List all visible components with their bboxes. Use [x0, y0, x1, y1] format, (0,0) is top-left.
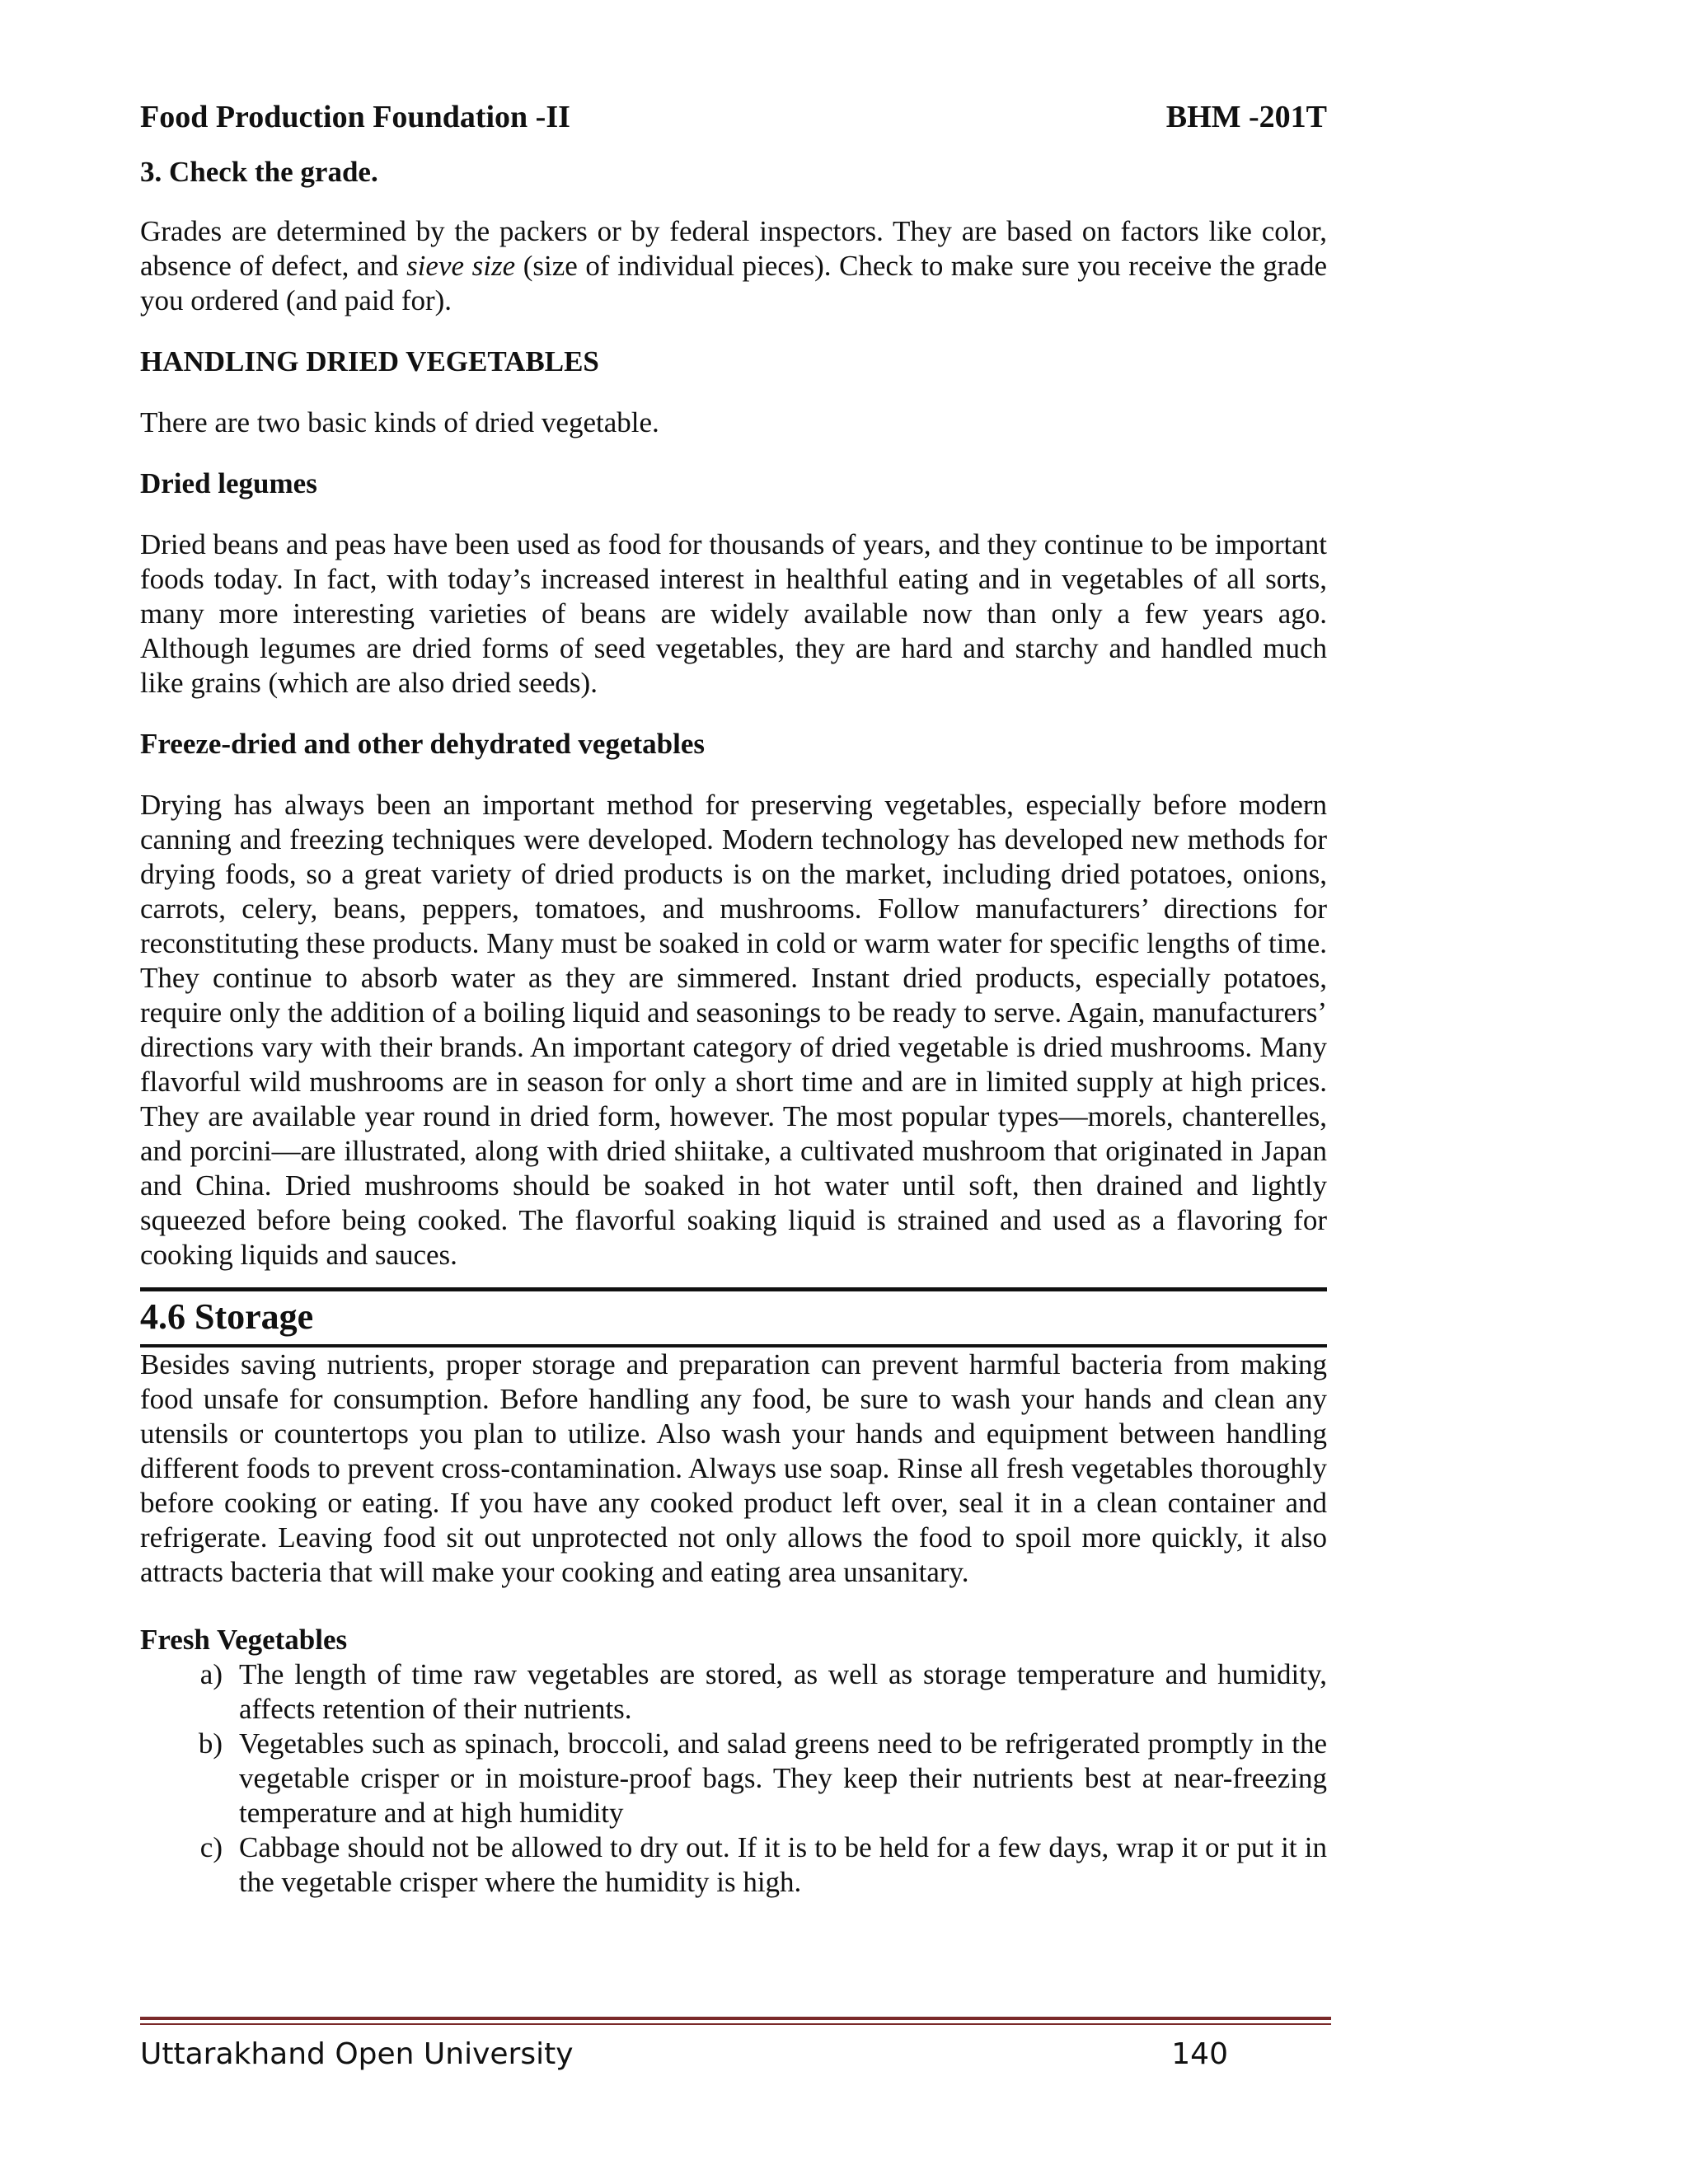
- fresh-vegetables-heading: Fresh Vegetables: [140, 1624, 348, 1656]
- university-name: Uttarakhand Open University: [140, 2037, 574, 2071]
- list-item-marker: b): [198, 1727, 223, 1760]
- storage-section-heading: 4.6 Storage: [140, 1287, 1327, 1347]
- footer-divider: [140, 2017, 1331, 2020]
- course-code: BHM -201T: [1165, 100, 1327, 134]
- fresh-vegetables-list: [140, 1657, 1327, 1900]
- freeze-dried-heading: Freeze-dried and other dehydrated vegetables: [140, 728, 705, 760]
- list-item-text: Vegetables such as spinach, broccoli, and salad greens need to be refrigerated promptly in the vegetable crisper or in moisture-proof bags. They keep their nutrients best at near-freezing temperature and at high humidity: [239, 1727, 1327, 1829]
- dried-vegetables-intro: There are two basic kinds of dried vegetable.: [140, 406, 659, 438]
- page-header: [140, 97, 1327, 137]
- list-item: [140, 1830, 1327, 1900]
- list-item-marker: a): [199, 1658, 223, 1690]
- dried-vegetables-heading: HANDLING DRIED VEGETABLES: [140, 345, 599, 377]
- dried-legumes-heading: Dried legumes: [140, 467, 317, 499]
- page-number: 140: [1171, 2037, 1228, 2071]
- page-content: [140, 155, 1327, 1900]
- list-item: [140, 1727, 1327, 1830]
- page-footer: [140, 2036, 1228, 2074]
- dried-legumes-paragraph: Dried beans and peas have been used as food for thousands of years, and they continue to be important foods today. In fact, with today’s increased interest in healthful eating and in vegetables of all sorts, many more interesting varieties of beans are widely available now than only a few years ago. Although legumes are dried forms of seed vegetables, they are hard and starchy and handled much like grains (which are also dried seeds).: [140, 528, 1327, 699]
- footer-divider-thin: [140, 2023, 1331, 2025]
- check-grade-text-1: Grades are determined by the packers or by federal inspectors. They are based on factors like color, absence of defect, and: [140, 215, 1327, 282]
- list-item: [140, 1657, 1327, 1727]
- course-title: Food Production Foundation -II: [140, 100, 570, 134]
- freeze-dried-paragraph: Drying has always been an important method for preserving vegetables, especially before modern canning and freezing techniques were developed. Modern technology has developed new methods for drying foods, so a great variety of dried products is on the market, including dried potatoes, onions, carrots, celery, beans, peppers, tomatoes, and mushrooms. Follow manufacturers’ directions for reconstituting these products. Many must be soaked in cold or warm water for specific lengths of time. They continue to absorb water as they are simmered. Instant dried products, especially potatoes, require only the addition of a boiling liquid and seasonings to be ready to serve. Again, manufacturers’ directions vary with their brands. An important category of dried vegetable is dried mushrooms. Many flavorful wild mushrooms are in season for only a short time and are in limited supply at high prices. They are available year round in dried form, however. The most popular types—morels, chanterelles, and porcini—are illustrated, along with dried shiitake, a cultivated mushroom that originated in Japan and China. Dried mushrooms should be soaked in hot water until soft, then drained and lightly squeezed before being cooked. The flavorful soaking liquid is strained and used as a flavoring for cooking liquids and sauces.: [140, 789, 1327, 1271]
- sieve-size-term: sieve size: [406, 250, 516, 282]
- check-grade-text-2: (size of individual pieces). Check to make sure you receive the grade you ordered (and paid for).: [140, 250, 1327, 316]
- check-grade-heading: 3. Check the grade.: [140, 156, 378, 188]
- list-item-marker: c): [199, 1831, 223, 1863]
- list-item-text: The length of time raw vegetables are stored, as well as storage temperature and humidity, affects retention of their nutrients.: [239, 1658, 1327, 1725]
- storage-paragraph: Besides saving nutrients, proper storage and preparation can prevent harmful bacteria from making food unsafe for consumption. Before handling any food, be sure to wash your hands and clean any utensils or countertops you plan to utilize. Also wash your hands and equipment between handling different foods to prevent cross-contamination. Always use soap. Rinse all fresh vegetables thoroughly before cooking or eating. If you have any cooked product left over, seal it in a clean container and refrigerate. Leaving food sit out unprotected not only allows the food to spoil more quickly, it also attracts bacteria that will make your cooking and eating area unsanitary.: [140, 1348, 1327, 1588]
- check-grade-paragraph: [140, 214, 1327, 318]
- list-item-text: Cabbage should not be allowed to dry out. If it is to be held for a few days, wrap it or put it in the vegetable crisper where the humidity is high.: [239, 1831, 1327, 1898]
